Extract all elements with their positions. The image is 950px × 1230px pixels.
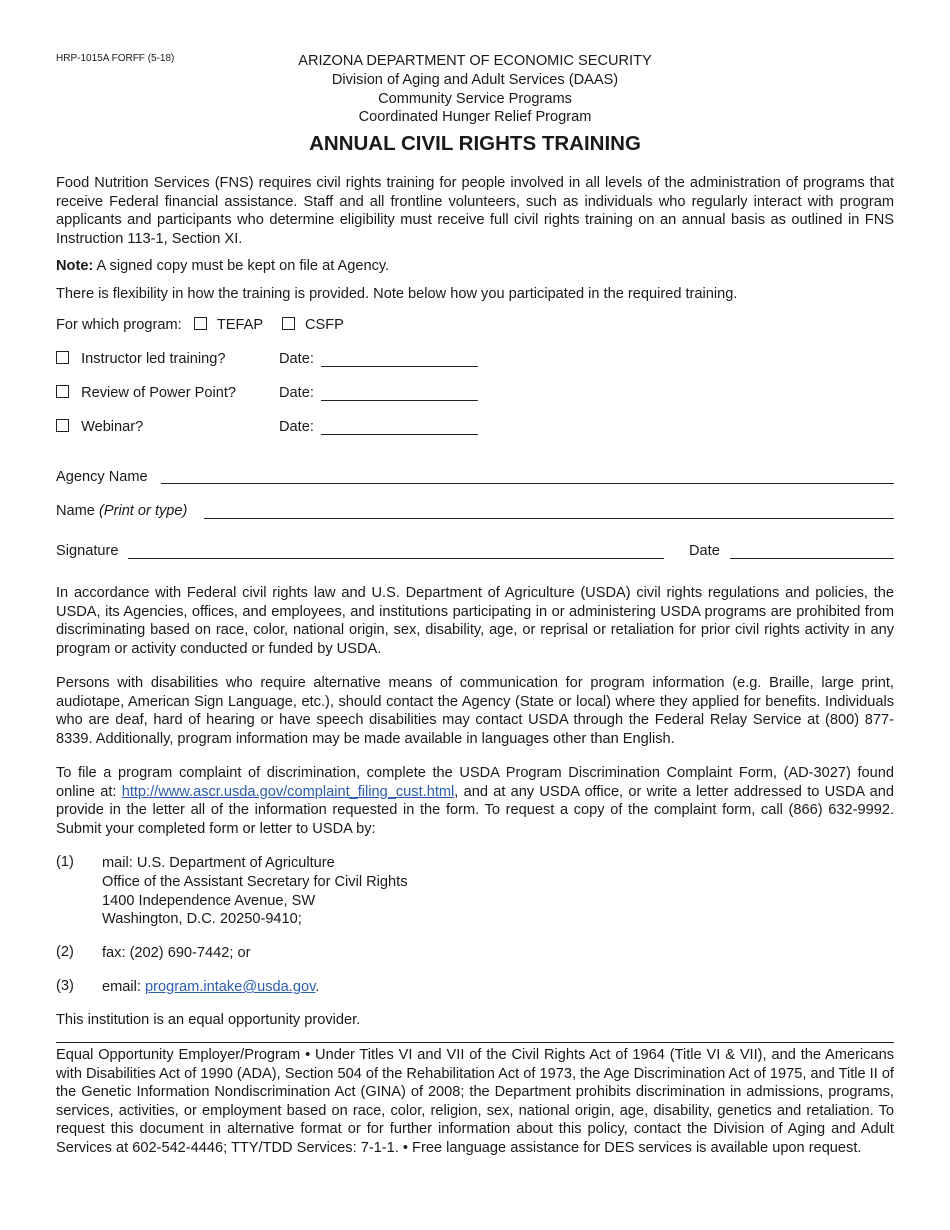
complaint-text-a: To file a program complaint of discrimination, complete the USDA Program Discrimination Complaint Form, (AD-3027) found online at: — [56, 765, 894, 800]
tefap-checkbox[interactable] — [194, 317, 207, 330]
name-field[interactable] — [204, 518, 894, 519]
complaint-form-link[interactable]: http://www.ascr.usda.gov/complaint_filing_cust.html — [121, 783, 455, 800]
email-label: email: — [102, 979, 145, 995]
mail-line-4: Washington, D.C. 20250-9410; — [102, 911, 302, 928]
document-title: ANNUAL CIVIL RIGHTS TRAINING — [309, 132, 641, 155]
date-label: Date — [689, 543, 720, 559]
usda-nondiscrimination-paragraph: In accordance with Federal civil rights law and U.S. Department of Agriculture (USDA) civil rights regulations and policies, the USDA, its Agencies, offices, and employees, and institutions participating in or administering USDA programs are prohibited from discriminating based on race, color, national origin, sex, disability, age, or reprisal or retaliation for prior civil rights activity in any program or activity conducted or funded by USDA. — [56, 585, 894, 657]
webinar-label: Webinar? — [81, 419, 144, 435]
list-number-2: (2) — [56, 944, 74, 960]
agency-name: ARIZONA DEPARTMENT OF ECONOMIC SECURITY — [298, 53, 652, 69]
program-row — [56, 317, 344, 333]
instructor-checkbox[interactable] — [56, 351, 69, 364]
mail-line-1: mail: U.S. Department of Agriculture — [102, 855, 335, 871]
mail-address — [102, 854, 408, 929]
mail-line-3: 1400 Independence Avenue, SW — [102, 892, 316, 909]
powerpoint-row — [56, 385, 236, 401]
email-link[interactable]: program.intake@usda.gov — [144, 979, 316, 995]
fax-line: fax: (202) 690-7442; or — [102, 945, 251, 961]
division-name: Division of Aging and Adult Services (DAAS) — [331, 71, 619, 88]
instructor-row — [56, 351, 225, 367]
form-id: HRP-1015A FORFF (5-18) — [56, 53, 175, 64]
signature-field[interactable] — [128, 558, 664, 559]
note-text: A signed copy must be kept on file at Agency. — [93, 258, 390, 274]
powerpoint-checkbox[interactable] — [56, 385, 69, 398]
webinar-checkbox[interactable] — [56, 419, 69, 432]
instructor-date-label: Date: — [279, 351, 314, 367]
date-field[interactable] — [730, 558, 894, 559]
email-line — [102, 978, 319, 997]
list-number-3: (3) — [56, 978, 74, 994]
instructor-label: Instructor led training? — [81, 351, 226, 367]
footer-rule — [56, 1042, 894, 1043]
program-name: Coordinated Hunger Relief Program — [358, 109, 592, 126]
usda-complaint-paragraph — [56, 764, 894, 838]
document-header — [0, 52, 950, 127]
complaint-text-b: , and at any USDA office, or write a letter addressed to USDA and provide in the letter all of the information requested in the form. To request a copy of the complaint form, call (866) 632-9992. Submit your completed form or letter to USDA by: — [56, 783, 894, 837]
signature-label: Signature — [56, 543, 119, 559]
usda-disability-paragraph: Persons with disabilities who require alternative means of communication for program information (e.g. Braille, large print, audiotape, American Sign Language, etc.), should contact the Agency (State or local) where they applied for benefits. Individuals who are deaf, hard of hearing or have speech disabilities may contact USDA through the Federal Relay Service at (800) 877-8339. Additionally, program information may be made available in languages other than English. — [56, 675, 894, 747]
note-label: Note: — [56, 258, 94, 274]
name-label: Name — [56, 503, 95, 519]
webinar-date-label: Date: — [279, 419, 314, 435]
program-label: For which program: — [56, 317, 182, 333]
footer-paragraph: Equal Opportunity Employer/Program • Under Titles VI and VII of the Civil Rights Act of 1964 (Title VI & VII), and the Americans with Disabilities Act of 1990 (ADA), Section 504 of the Rehabilitation Act of 1973, the Age Discrimination Act of 1975, and Title II of the Genetic Information Nondiscrimination Act (GINA) of 2008; the Department prohibits discrimination in admissions, programs, services, activities, or employment based on race, color, religion, sex, national origin, age, disability, genetics and retaliation. To request this document in alternative format or for further information about this policy, contact the Division of Aging and Adult Services at 602-542-4446; TTY/TDD Services: 7-1-1. • Free language assistance for DES services is available upon request. — [56, 1047, 894, 1156]
webinar-row — [56, 419, 143, 435]
agency-name-label: Agency Name — [56, 469, 148, 485]
csfp-label: CSFP — [304, 317, 344, 333]
equal-opportunity-line: This institution is an equal opportunity provider. — [56, 1012, 361, 1028]
note-line — [56, 258, 389, 274]
tefap-label: TEFAP — [216, 317, 263, 333]
program-group: Community Service Programs — [378, 90, 572, 107]
instructor-date-field[interactable] — [321, 366, 478, 367]
email-end: . — [315, 979, 320, 995]
csfp-checkbox[interactable] — [282, 317, 295, 330]
intro-paragraph: Food Nutrition Services (FNS) requires civil rights training for people involved in all levels of the administration of programs that receive Federal financial assistance. Staff and all frontline volunteers, such as individuals who regularly interact with program applicants and participants who determine eligibility must receive full civil rights training on an annual basis as outlined in FNS Instruction 113-1, Section XI. — [56, 175, 894, 247]
agency-name-field[interactable] — [161, 483, 894, 484]
powerpoint-date-label: Date: — [279, 385, 314, 401]
mail-line-2: Office of the Assistant Secretary for Civil Rights — [102, 873, 408, 890]
powerpoint-label: Review of Power Point? — [81, 385, 236, 401]
webinar-date-field[interactable] — [321, 434, 478, 435]
flexibility-line: There is flexibility in how the training is provided. Note below how you participated in the required training. — [56, 286, 738, 302]
list-number-1: (1) — [56, 854, 74, 870]
powerpoint-date-field[interactable] — [321, 400, 478, 401]
name-label-row — [56, 503, 187, 519]
name-hint: (Print or type) — [99, 503, 188, 519]
